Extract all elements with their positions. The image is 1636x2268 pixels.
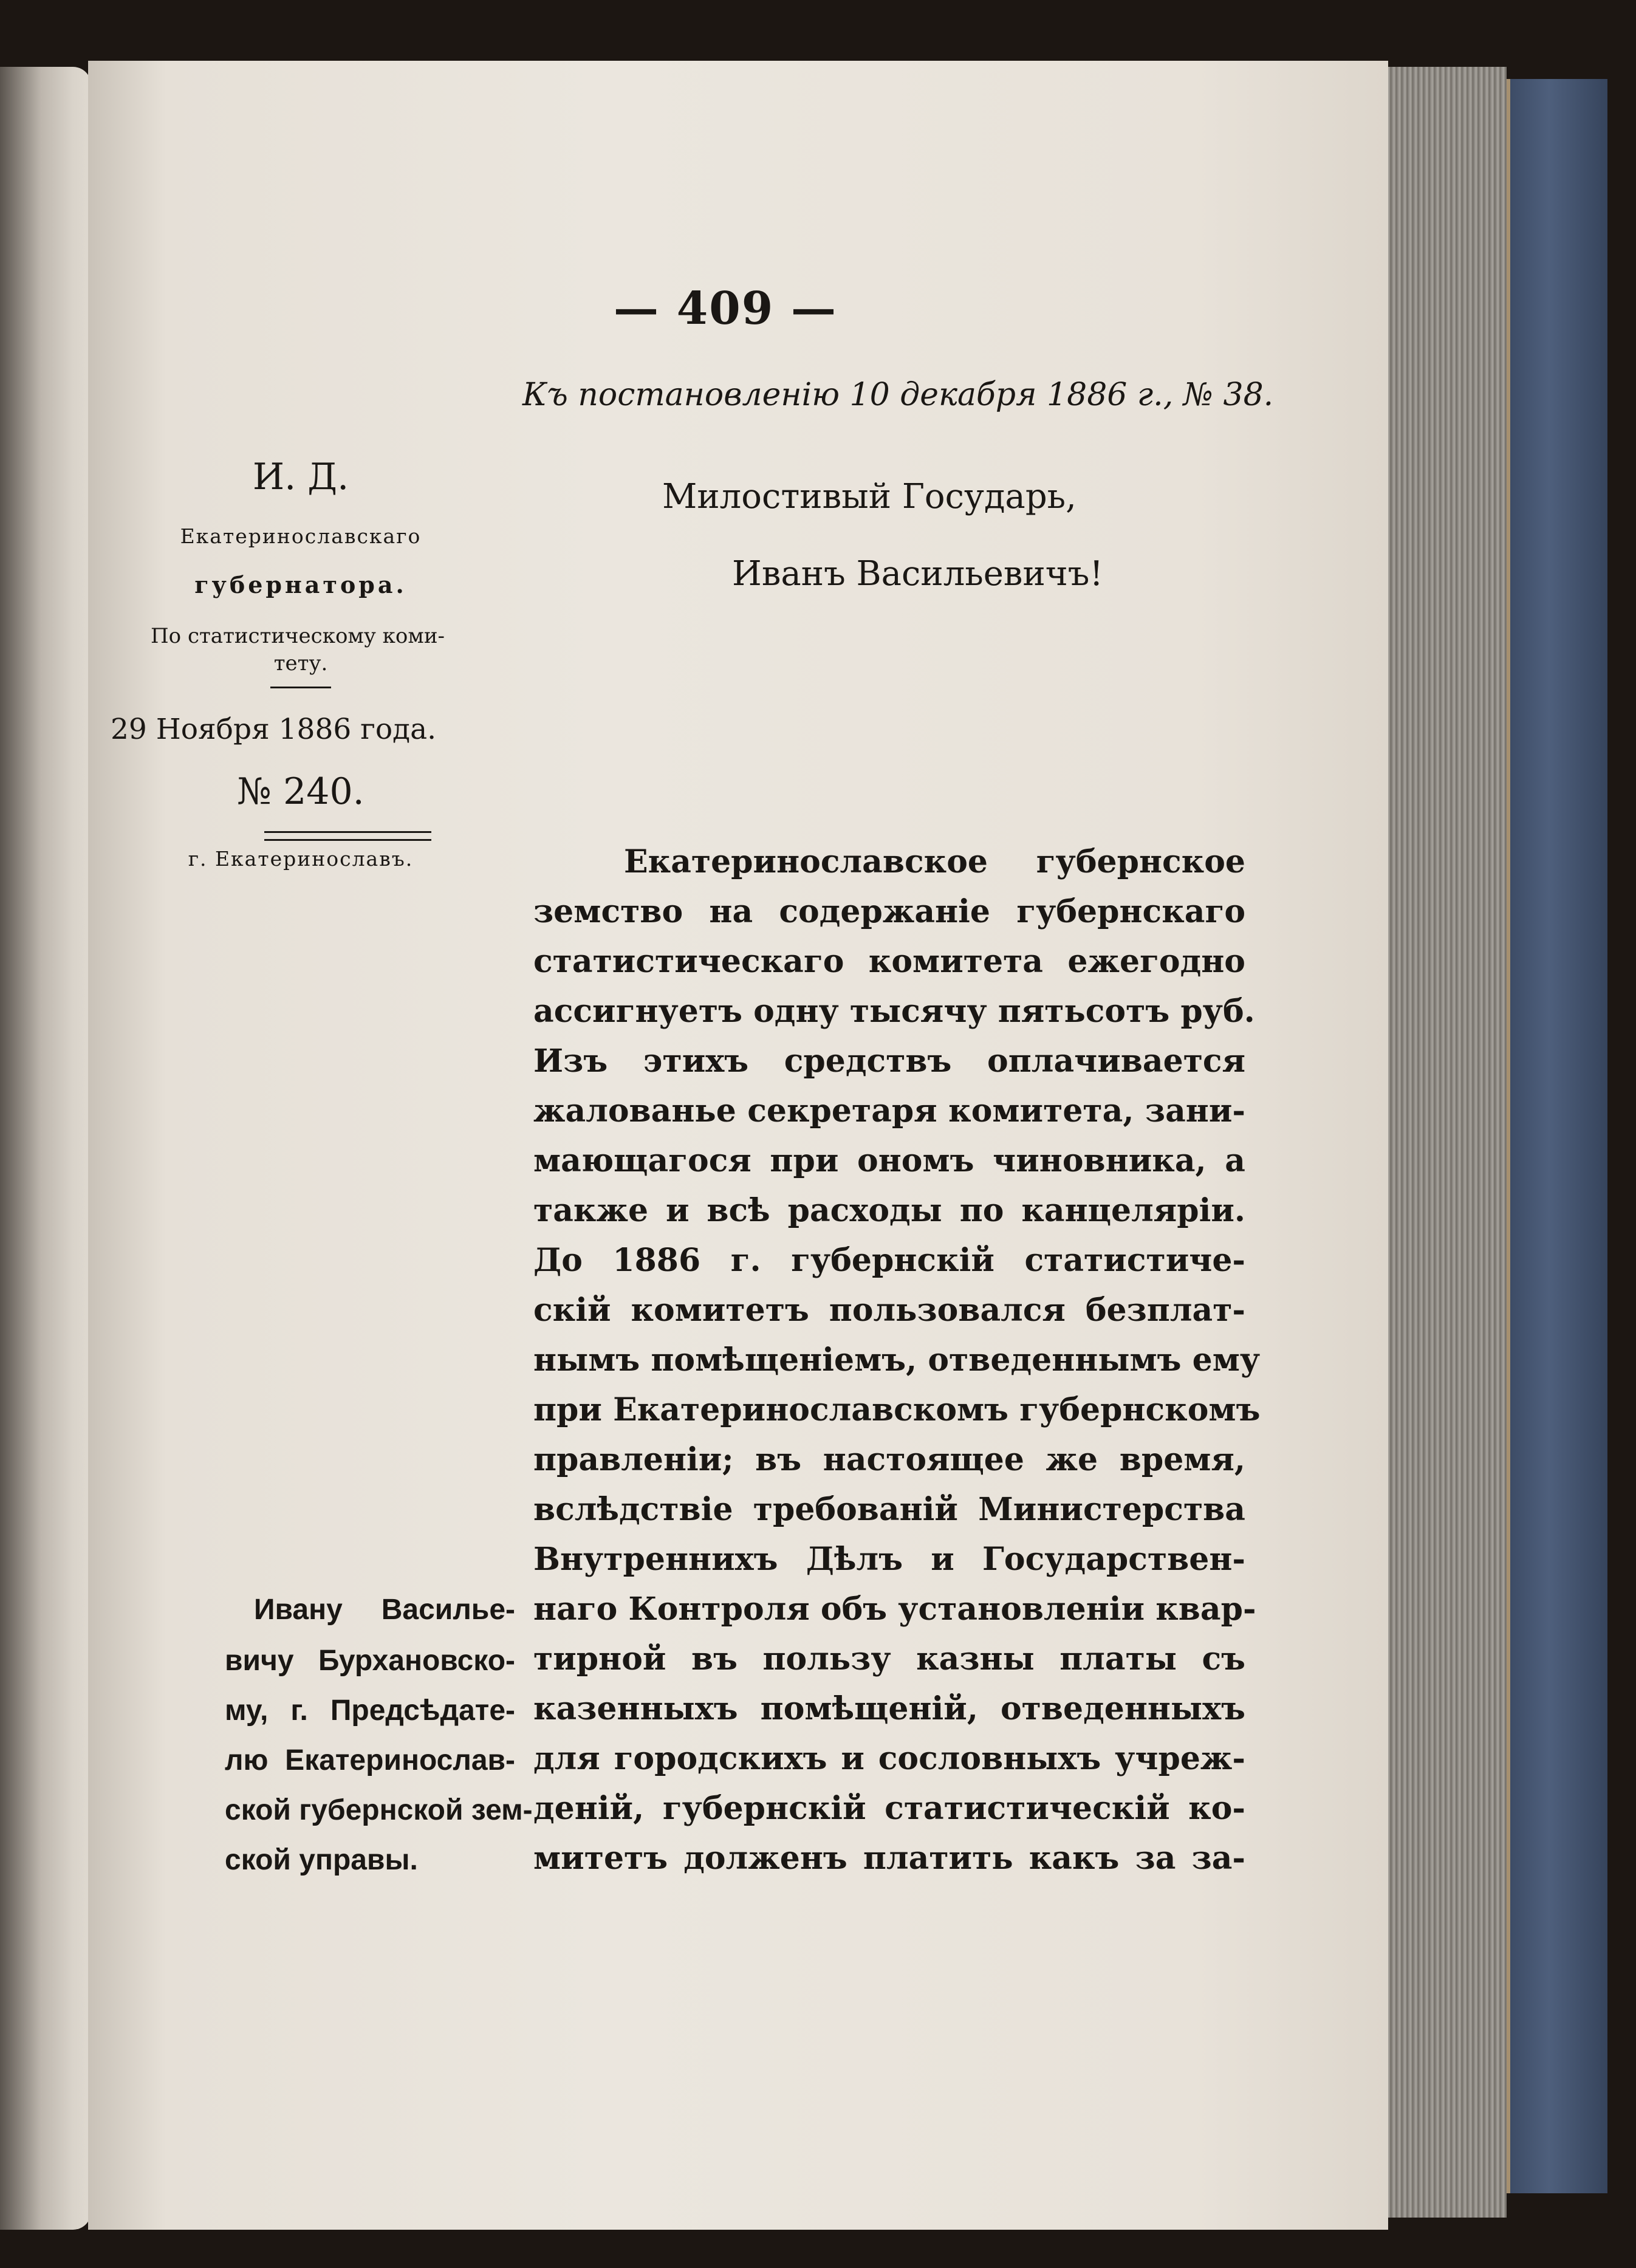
resolution-reference: Къ постановленію 10 декабря 1886 г., № 38. — [522, 377, 1274, 413]
body-line: при Екатеринославскомъ губернскомъ — [533, 1391, 1261, 1428]
letter-date: 29 Ноября 1886 года. — [111, 713, 437, 746]
letter-number: № 240. — [237, 770, 365, 813]
department-line1: По статистическому коми- — [151, 624, 445, 648]
body-line: казенныхъ помѣщеній, отведенныхъ — [533, 1690, 1245, 1727]
salutation-line2: Иванъ Васильевичъ! — [732, 554, 1103, 594]
body-line: статистическаго комитета ежегодно — [533, 943, 1245, 980]
addressee-line: му, г. Предсѣдате- — [225, 1694, 515, 1727]
left-page-edge — [0, 67, 91, 2230]
department-line2: тету. — [273, 651, 328, 676]
body-line: скій комитетъ пользовался безплат- — [533, 1292, 1245, 1329]
body-line: деній, губернскій статистическій ко- — [533, 1790, 1245, 1827]
body-line: земство на содержаніе губернскаго — [533, 893, 1245, 930]
body-line: для городскихъ и сословныхъ учреж- — [533, 1740, 1245, 1777]
addressee-line: ской управы. — [225, 1844, 418, 1876]
body-line: Изъ этихъ средствъ оплачивается — [533, 1043, 1245, 1080]
body-line: вслѣдствіе требованій Министерства — [533, 1491, 1245, 1528]
divider-double-top — [264, 831, 431, 833]
body-line: жалованье секретаря комитета, зани- — [533, 1092, 1245, 1129]
body-line: тирной въ пользу казны платы съ — [533, 1640, 1245, 1677]
body-line: наго Контроля объ установленіи квар- — [533, 1591, 1256, 1628]
page-number: — 409 — — [614, 283, 837, 335]
addressee-line: ской губернской зем- — [225, 1794, 533, 1826]
divider-double-bottom — [264, 839, 431, 841]
body-line: митетъ долженъ платить какъ за за- — [533, 1840, 1245, 1877]
addressee-line: Ивану Василье- — [254, 1594, 515, 1626]
body-line: ассигнуетъ одну тысячу пятьсотъ руб. — [533, 993, 1255, 1030]
body-line: Внутреннихъ Дѣлъ и Государствен- — [533, 1541, 1245, 1578]
sender-initials: И. Д. — [252, 456, 349, 498]
governor-line2: губернатора. — [194, 571, 407, 598]
body-line: Екатеринославское губернское — [624, 843, 1245, 880]
body-line: также и всѣ расходы по канцеляріи. — [533, 1192, 1245, 1229]
body-line: нымъ помѣщеніемъ, отведеннымъ ему — [533, 1341, 1261, 1379]
salutation-line1: Милостивый Государь, — [662, 477, 1076, 516]
body-line: До 1886 г. губернскій статистиче- — [533, 1242, 1245, 1279]
book-page — [88, 61, 1388, 2230]
addressee-line: вичу Бурхановско- — [225, 1645, 515, 1677]
book-cover — [1507, 79, 1607, 2193]
divider-short — [270, 687, 331, 688]
addressee-line: лю Екатеринослав- — [225, 1744, 515, 1776]
governor-line1: Екатеринославскаго — [180, 524, 422, 548]
page-stack-edge — [1385, 67, 1507, 2218]
body-line: правленіи; въ настоящее же время, — [533, 1441, 1245, 1478]
body-line: мающагося при ономъ чиновника, а — [533, 1142, 1245, 1179]
letter-city: г. Екатеринославъ. — [188, 847, 414, 871]
